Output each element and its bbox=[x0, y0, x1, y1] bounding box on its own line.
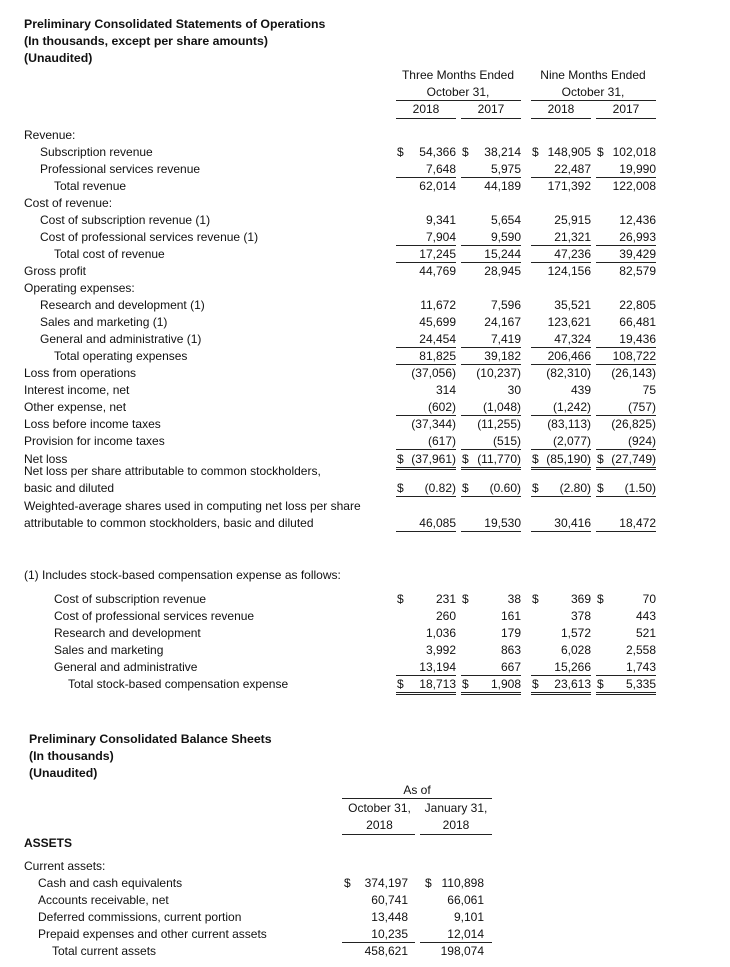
table-cell: 5,975 bbox=[490, 162, 521, 176]
table-cell: 44,769 bbox=[419, 264, 456, 278]
table-cell: (1,242) bbox=[552, 400, 591, 414]
row-label: Gross profit bbox=[24, 264, 87, 278]
double-rule-top bbox=[596, 496, 656, 497]
currency-symbol: $ bbox=[397, 677, 404, 691]
row-label: Cost of subscription revenue bbox=[54, 592, 207, 606]
double-rule-bottom bbox=[461, 694, 521, 695]
table-cell: 18,713 bbox=[419, 677, 456, 691]
subtotal-rule bbox=[596, 692, 656, 693]
bs-as-of: As of bbox=[403, 783, 431, 797]
table-cell: (10,237) bbox=[476, 366, 521, 380]
sbc-intro: (1) Includes stock-based compensation expense as follows: bbox=[24, 568, 341, 582]
table-cell: 66,481 bbox=[619, 315, 656, 329]
currency-symbol: $ bbox=[532, 677, 539, 691]
table-cell: (85,190) bbox=[546, 452, 591, 466]
table-cell: 378 bbox=[570, 609, 591, 623]
row-label: Sales and marketing (1) bbox=[40, 315, 168, 329]
table-cell: 171,392 bbox=[547, 179, 591, 193]
table-cell: 47,236 bbox=[554, 247, 591, 261]
row-label: Net loss bbox=[24, 452, 68, 466]
table-cell: (1,048) bbox=[482, 400, 521, 414]
ops-title-line-3: (Unaudited) bbox=[24, 51, 93, 65]
table-cell: 5,335 bbox=[625, 677, 656, 691]
currency-symbol: $ bbox=[462, 677, 469, 691]
bs-col-rule-1 bbox=[342, 834, 415, 835]
bs-col-oct-line-1: October 31, bbox=[348, 801, 411, 815]
table-cell: 7,904 bbox=[425, 230, 456, 244]
table-cell: 198,074 bbox=[440, 944, 484, 958]
table-cell: 863 bbox=[500, 643, 521, 657]
table-cell: 179 bbox=[500, 626, 521, 640]
table-cell: 19,436 bbox=[619, 332, 656, 346]
table-cell: 1,572 bbox=[560, 626, 591, 640]
row-label: Accounts receivable, net bbox=[38, 893, 169, 907]
table-cell: 39,182 bbox=[484, 349, 521, 363]
row-label: Revenue: bbox=[24, 128, 76, 142]
double-rule-bottom bbox=[596, 694, 656, 695]
table-cell: 122,008 bbox=[612, 179, 656, 193]
table-cell: (617) bbox=[427, 434, 456, 448]
year-rule-1 bbox=[396, 118, 456, 119]
table-cell: 75 bbox=[642, 383, 656, 397]
double-rule-bottom bbox=[531, 469, 591, 470]
table-cell: 374,197 bbox=[364, 876, 408, 890]
year-header-9m-2018: 2018 bbox=[547, 102, 575, 116]
currency-symbol: $ bbox=[344, 876, 351, 890]
table-cell: 81,825 bbox=[419, 349, 456, 363]
table-cell: (924) bbox=[627, 434, 656, 448]
double-rule-bottom bbox=[461, 469, 521, 470]
table-cell: (37,056) bbox=[411, 366, 456, 380]
table-cell: (26,825) bbox=[611, 417, 656, 431]
row-label: Total stock-based compensation expense bbox=[68, 677, 289, 691]
table-cell: 23,613 bbox=[554, 677, 591, 691]
table-cell: 5,654 bbox=[490, 213, 521, 227]
row-label: Cost of professional services revenue bbox=[54, 609, 255, 623]
table-cell: 12,014 bbox=[447, 927, 484, 941]
table-cell: 369 bbox=[570, 592, 591, 606]
currency-symbol: $ bbox=[397, 452, 404, 466]
year-rule-2 bbox=[461, 118, 521, 119]
table-cell: (0.82) bbox=[424, 481, 456, 495]
eps-label-line-2: basic and diluted bbox=[24, 481, 115, 495]
table-cell: 44,189 bbox=[484, 179, 521, 193]
bs-title-line-3: (Unaudited) bbox=[29, 766, 98, 780]
table-cell: 667 bbox=[500, 660, 521, 674]
currency-symbol: $ bbox=[397, 145, 404, 159]
table-cell: 22,805 bbox=[619, 298, 656, 312]
table-cell: (1.50) bbox=[624, 481, 656, 495]
row-label: Loss from operations bbox=[24, 366, 137, 380]
row-label: Deferred commissions, current portion bbox=[38, 910, 242, 924]
year-header-3m-2017: 2017 bbox=[477, 102, 505, 116]
table-cell: 3,992 bbox=[425, 643, 456, 657]
year-rule-4 bbox=[596, 118, 656, 119]
row-label: Cost of revenue: bbox=[24, 196, 113, 210]
table-cell: 1,036 bbox=[425, 626, 456, 640]
row-label: Subscription revenue bbox=[40, 145, 153, 159]
currency-symbol: $ bbox=[597, 592, 604, 606]
table-cell: 1,743 bbox=[625, 660, 656, 674]
table-cell: 443 bbox=[635, 609, 656, 623]
year-rule-3 bbox=[531, 118, 591, 119]
table-cell: 30,416 bbox=[554, 516, 591, 530]
table-cell: (2.80) bbox=[559, 481, 591, 495]
table-cell: (11,255) bbox=[477, 417, 521, 431]
currency-symbol: $ bbox=[532, 145, 539, 159]
table-cell: (27,749) bbox=[611, 452, 656, 466]
row-label: Interest income, net bbox=[24, 383, 130, 397]
currency-symbol: $ bbox=[462, 452, 469, 466]
currency-symbol: $ bbox=[397, 481, 404, 495]
table-cell: (37,344) bbox=[411, 417, 456, 431]
row-label: Provision for income taxes bbox=[24, 434, 165, 448]
table-cell: 2,558 bbox=[625, 643, 656, 657]
row-label: Cost of subscription revenue (1) bbox=[40, 213, 211, 227]
table-cell: 28,945 bbox=[484, 264, 521, 278]
table-cell: 39,429 bbox=[619, 247, 656, 261]
table-cell: 46,085 bbox=[419, 516, 456, 530]
table-cell: 231 bbox=[435, 592, 456, 606]
table-cell: (26,143) bbox=[611, 366, 656, 380]
table-cell: 1,908 bbox=[490, 677, 521, 691]
table-cell: (515) bbox=[492, 434, 521, 448]
table-cell: 7,648 bbox=[425, 162, 456, 176]
ops-title-line-1: Preliminary Consolidated Statements of Operations bbox=[24, 17, 326, 31]
table-cell: 19,990 bbox=[619, 162, 656, 176]
double-rule-bottom bbox=[396, 469, 456, 470]
table-cell: 13,194 bbox=[419, 660, 456, 674]
table-cell: 17,245 bbox=[419, 247, 456, 261]
bs-title-line-1: Preliminary Consolidated Balance Sheets bbox=[29, 732, 272, 746]
currency-symbol: $ bbox=[462, 592, 469, 606]
total-rule bbox=[596, 531, 656, 532]
table-cell: 26,993 bbox=[619, 230, 656, 244]
currency-symbol: $ bbox=[597, 481, 604, 495]
table-cell: 15,244 bbox=[484, 247, 521, 261]
row-label: Total current assets bbox=[52, 944, 157, 958]
table-cell: 82,579 bbox=[619, 264, 656, 278]
three-months-header: Three Months Ended bbox=[401, 68, 515, 82]
table-cell: 24,454 bbox=[419, 332, 456, 346]
currency-symbol: $ bbox=[532, 481, 539, 495]
year-header-3m-2018: 2018 bbox=[412, 102, 440, 116]
table-cell: (83,113) bbox=[547, 417, 591, 431]
table-cell: 123,621 bbox=[547, 315, 591, 329]
currency-symbol: $ bbox=[597, 145, 604, 159]
table-cell: 22,487 bbox=[554, 162, 591, 176]
table-cell: 110,898 bbox=[441, 876, 484, 890]
currency-symbol: $ bbox=[425, 876, 432, 890]
table-cell: 102,018 bbox=[612, 145, 656, 159]
table-cell: (11,770) bbox=[477, 452, 521, 466]
table-cell: 38,214 bbox=[484, 145, 521, 159]
table-cell: 9,101 bbox=[453, 910, 484, 924]
table-cell: 439 bbox=[570, 383, 591, 397]
table-cell: 10,235 bbox=[371, 927, 408, 941]
table-cell: 38 bbox=[507, 592, 521, 606]
table-cell: (757) bbox=[627, 400, 656, 414]
bs-col-rule-2 bbox=[420, 834, 492, 835]
subtotal-rule bbox=[596, 467, 656, 468]
table-cell: 11,672 bbox=[420, 298, 456, 312]
row-label: Cash and cash equivalents bbox=[38, 876, 183, 890]
three-months-header-date: October 31, bbox=[426, 85, 490, 99]
table-cell: 12,436 bbox=[619, 213, 656, 227]
subtotal-rule bbox=[596, 449, 656, 450]
table-cell: 35,521 bbox=[554, 298, 591, 312]
table-cell: (602) bbox=[427, 400, 456, 414]
row-label: Operating expenses: bbox=[24, 281, 135, 295]
table-cell: 108,722 bbox=[612, 349, 656, 363]
row-label: Total cost of revenue bbox=[54, 247, 165, 261]
double-rule-bottom bbox=[596, 469, 656, 470]
assets-header: ASSETS bbox=[24, 836, 73, 850]
row-label: Professional services revenue bbox=[40, 162, 201, 176]
currency-symbol: $ bbox=[462, 145, 469, 159]
table-cell: 70 bbox=[642, 592, 656, 606]
table-cell: 62,014 bbox=[419, 179, 456, 193]
table-cell: 9,590 bbox=[490, 230, 521, 244]
row-label: Other expense, net bbox=[24, 400, 127, 414]
double-rule-bottom bbox=[396, 694, 456, 695]
table-cell: 314 bbox=[435, 383, 456, 397]
table-cell: 19,530 bbox=[484, 516, 521, 530]
row-label: Cost of professional services revenue (1) bbox=[40, 230, 259, 244]
bs-as-of-rule bbox=[342, 798, 492, 799]
table-cell: 60,741 bbox=[371, 893, 408, 907]
row-label: Prepaid expenses and other current assets bbox=[38, 927, 267, 941]
currency-symbol: $ bbox=[462, 481, 469, 495]
eps-label-line-1: Net loss per share attributable to common stockholders, bbox=[24, 464, 321, 478]
table-cell: 206,466 bbox=[547, 349, 591, 363]
table-cell: 24,167 bbox=[484, 315, 521, 329]
table-cell: 9,341 bbox=[425, 213, 456, 227]
table-cell: 6,028 bbox=[560, 643, 591, 657]
row-label: Research and development (1) bbox=[40, 298, 205, 312]
bs-col-jan-line-1: January 31, bbox=[424, 801, 488, 815]
table-cell: 161 bbox=[500, 609, 521, 623]
table-cell: 30 bbox=[507, 383, 521, 397]
shares-label-line-2: attributable to common stockholders, basic and diluted bbox=[24, 516, 314, 530]
table-cell: 21,321 bbox=[554, 230, 591, 244]
currency-symbol: $ bbox=[532, 592, 539, 606]
table-cell: 54,366 bbox=[419, 145, 456, 159]
currency-symbol: $ bbox=[597, 677, 604, 691]
table-cell: 18,472 bbox=[619, 516, 656, 530]
table-cell: (2,077) bbox=[552, 434, 591, 448]
table-cell: 124,156 bbox=[547, 264, 591, 278]
row-label: General and administrative bbox=[54, 660, 198, 674]
ops-title-line-2: (In thousands, except per share amounts) bbox=[24, 34, 268, 48]
row-label: Loss before income taxes bbox=[24, 417, 161, 431]
shares-label-line-1: Weighted-average shares used in computing net loss per share bbox=[24, 499, 361, 513]
row-label: General and administrative (1) bbox=[40, 332, 202, 346]
currency-symbol: $ bbox=[597, 452, 604, 466]
table-cell: 15,266 bbox=[554, 660, 591, 674]
nine-months-header-date: October 31, bbox=[561, 85, 625, 99]
double-rule-bottom bbox=[531, 694, 591, 695]
row-label: Total revenue bbox=[54, 179, 127, 193]
table-cell: 7,596 bbox=[490, 298, 521, 312]
table-cell: (0.60) bbox=[489, 481, 521, 495]
table-cell: 45,699 bbox=[419, 315, 456, 329]
nine-months-header: Nine Months Ended bbox=[540, 68, 646, 82]
row-label: Current assets: bbox=[24, 859, 106, 873]
table-cell: 521 bbox=[635, 626, 656, 640]
table-cell: 148,905 bbox=[547, 145, 591, 159]
row-label: Sales and marketing bbox=[54, 643, 164, 657]
table-cell: 25,915 bbox=[554, 213, 591, 227]
row-label: Research and development bbox=[54, 626, 201, 640]
table-cell: (82,310) bbox=[546, 366, 591, 380]
table-cell: 7,419 bbox=[490, 332, 521, 346]
table-cell: 13,448 bbox=[371, 910, 408, 924]
table-cell: 458,621 bbox=[364, 944, 408, 958]
currency-symbol: $ bbox=[397, 592, 404, 606]
year-header-9m-2017: 2017 bbox=[612, 102, 640, 116]
bs-col-oct-line-2: 2018 bbox=[366, 818, 393, 832]
table-cell: 260 bbox=[435, 609, 456, 623]
bs-title-line-2: (In thousands) bbox=[29, 749, 114, 763]
row-label: Total operating expenses bbox=[54, 349, 188, 363]
table-cell: (37,961) bbox=[411, 452, 456, 466]
table-cell: 66,061 bbox=[447, 893, 484, 907]
bs-col-jan-line-2: 2018 bbox=[442, 818, 470, 832]
currency-symbol: $ bbox=[532, 452, 539, 466]
table-cell: 47,324 bbox=[554, 332, 591, 346]
